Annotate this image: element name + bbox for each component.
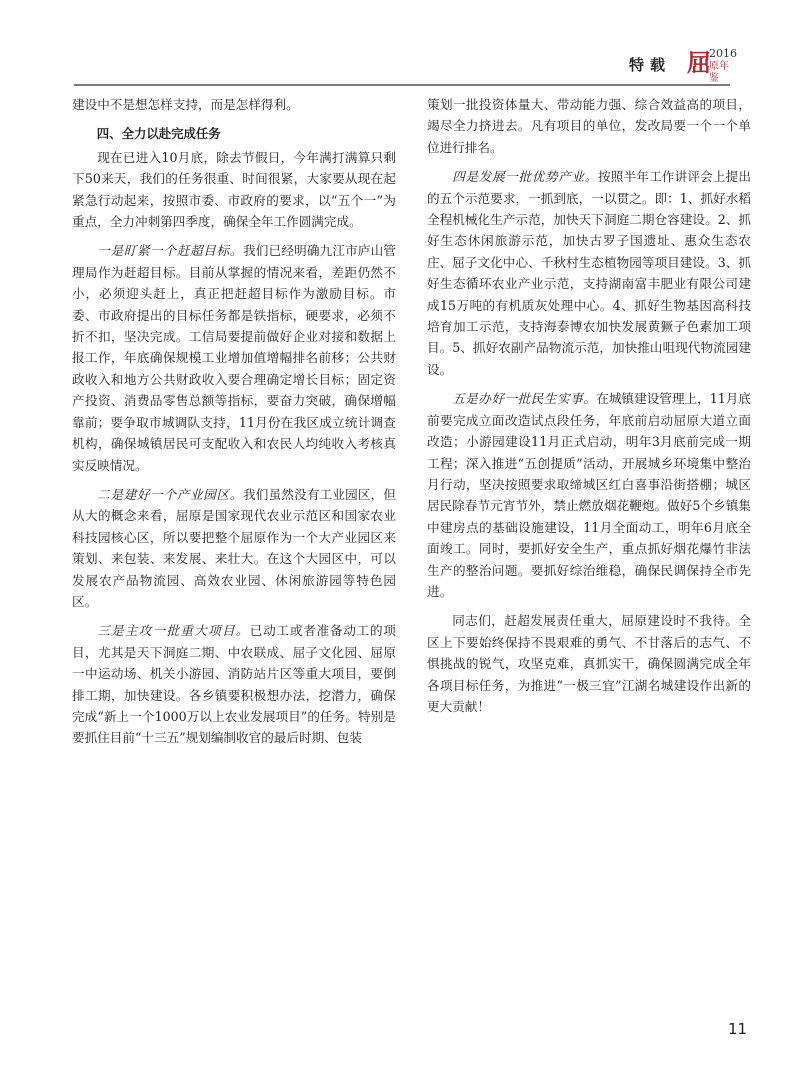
paragraph-body: 我们虽然没有工业园区，但从大的概念来看，屈原是国家现代农业示范区和国家农业科技园核心区，所以要把整个屈原作为一个大产业园区来策划、来包装、来发展、来壮大。在这个大园区中，可以发展农产品物流园、高效农业园、休闲旅游园等特色园区。 — [72, 486, 397, 609]
paragraph-body: 按照半年工作讲评会上提出的五个示范要求，一抓到底，一以贯之。即：1、抓好水稻全程机械化生产示范，加快天下洞庭二期仓容建设。2、抓好生态休闲旅游示范，加快古罗子国遗址、惠众生态农庄、屈子文化中心、千秋村生态植物园等项目建设。3、抓好生态循环农业产业示范，支持湖南富丰肥业有限公司建成15万吨的有机质灰处理中心。4、抓好生物基因高科技培育加工示范，支持海泰博农加快发展黄獗子色素加工项目。5、抓好农副产品物流示范，加快推山咀现代物流园建设。 — [427, 169, 752, 377]
paragraph-park — [72, 484, 396, 612]
paragraph-lead: 三是主攻一批重大项目。 — [97, 623, 250, 639]
paragraph-lead: 一是盯紧一个赶超目标。 — [97, 243, 244, 259]
right-column — [427, 94, 751, 725]
paragraph-continuation: 策划一批投资体量大、带动能力强、综合效益高的项目，竭尽全力挤进去。凡有项目的单位，发改局要一个一个单位进行排名。 — [427, 97, 751, 155]
header-rule — [74, 84, 730, 86]
logo-year: 2016 — [709, 47, 737, 60]
paragraph: 现在已进入10月底，除去节假日，今年满打满算只剩下50来天，我们的任务很重、时间很紧，大家要从现在起紧急行动起来，按照市委、市政府的要求，以“五个一”为重点，全力冲刺第四季度，确保全年工作圆满完成。 — [72, 149, 396, 230]
section-heading: 四、全力以赴完成任务 — [96, 126, 221, 142]
paragraph-closing: 同志们，赶超发展责任重大，屈原建设时不我待。全区上下要始终保持不畏艰难的勇气、不甘落后的志气、不惧挑战的锐气，攻坚克难，真抓实干，确保圆满完成全年各项目标任务，为推进“一极三宜”江湖名城建设作出新的更大贡献！ — [427, 613, 751, 714]
page-number: 11 — [728, 1020, 748, 1038]
paragraph-body: 已动工或者准备动工的项目，尤其是天下洞庭二期、中农联成、屈子文化园、屈原一中运动场、机关小游园、消防站片区等重大项目，要倒排工期，加快建设。各乡镇要积极想办法，挖潜力，确保完成“新上一个1000万以上农业发展项目”的任务。特别是要抓住目前“十三五”规划编制收官的最后时期、包装 — [72, 623, 397, 746]
paragraph-industries — [427, 166, 751, 380]
left-column — [72, 94, 396, 757]
paragraph-projects — [72, 620, 396, 748]
logo-char: 屈 — [687, 49, 711, 77]
logo-text: 原年鉴 — [709, 61, 729, 84]
paragraph-goal — [72, 240, 396, 475]
yearbook-logo — [687, 47, 737, 84]
paragraph-lead: 四是发展一批优势产业。 — [452, 169, 599, 185]
paragraph-livelihood — [427, 388, 751, 602]
paragraph-body: 我们已经明确九江市庐山管理局作为赶超目标。目前从掌握的情况来看，差距仍然不小，必须迎头赶上，真正把赶超目标作为激励目标。市委、市政府提出的目标任务都是铁指标，硬要求，必须不折不扣，坚决完成。工信局要提前做好企业对接和数据上报工作，年底确保规模工业增加值增幅排名前移；公共财政收入和地方公共财政收入要合理确定增长目标；固定资产投资、消费品零售总额等指标，要奋力突破，确保增幅靠前；要争取市城调队支持，11月份在我区成立统计调查机构，确保城镇居民可支配收入和农民人均纯收入考核真实反映情况。 — [72, 243, 397, 473]
paragraph-body: 在城镇建设管理上，11月底前要完成立面改造试点段任务，年底前启动屈原大道立面改造；小游园建设11月正式启动，明年3月底前完成一期工程；深入推进“五创提质”活动，开展城乡环境集中整治月行动，坚决按照要求取缔城区红白喜事沿街搭棚；城区居民除春节元宵节外，禁止燃放烟花鞭炮。做好5个乡镇集中建房点的基础设施建设，11月全面动工，明年6月底全面竣工。同时，要抓好安全生产，重点抓好烟花爆竹非法生产的整治问题。要抓好综治维稳，确保民调保持全市先进。 — [427, 391, 751, 599]
paragraph-lead: 五是办好一批民生实事。 — [452, 391, 597, 407]
section-label: 特载 — [629, 56, 672, 74]
paragraph-continuation: 建设中不是想怎样支持，而是怎样得利。 — [72, 97, 299, 112]
paragraph-lead: 二是建好一个产业园区。 — [97, 486, 244, 502]
